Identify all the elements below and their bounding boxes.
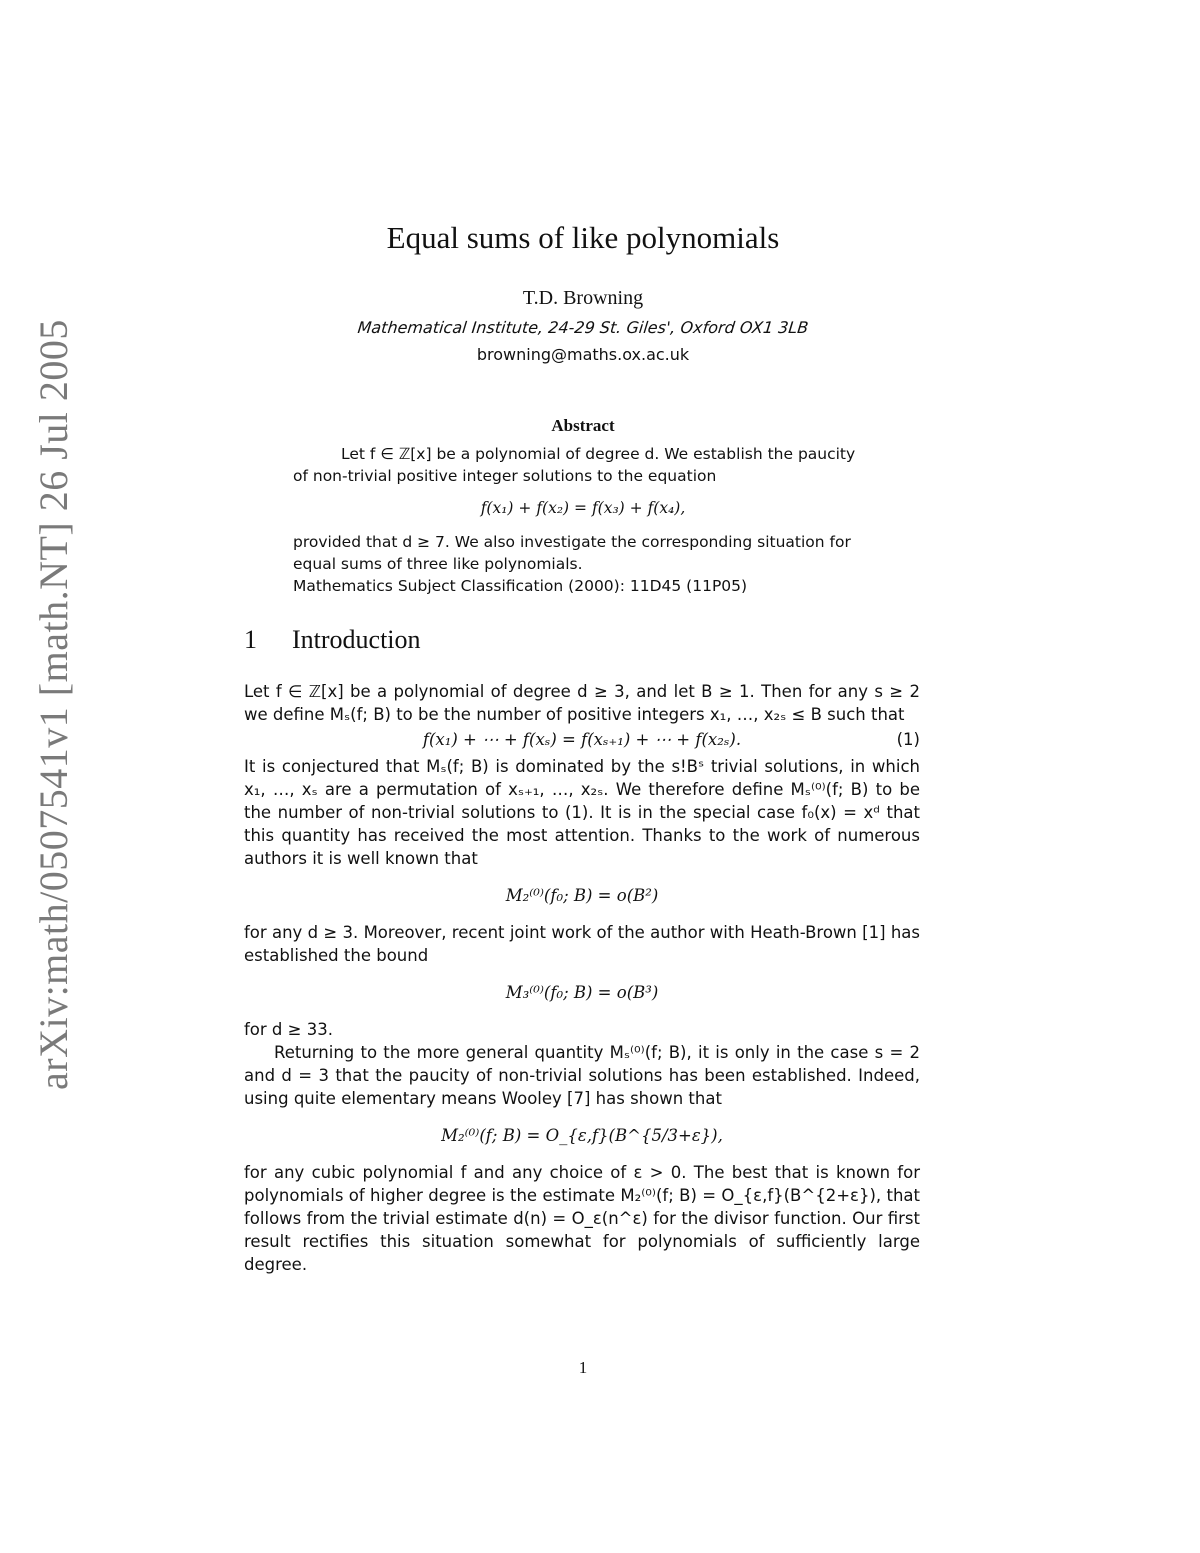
equation-4: M₂⁽⁰⁾(f; B) = O_{ε,f}(B^{5/3+ε}), [441, 1126, 723, 1145]
equation-1 [244, 728, 920, 751]
body-paragraph-4: for d ≥ 33. [244, 1020, 333, 1039]
page-number: 1 [578, 1358, 588, 1377]
arxiv-identifier-stamp: arXiv:math/0507541v1 [math.NT] 26 Jul 2005 [31, 319, 76, 1090]
abstract-paragraph-1: Let f ∈ ℤ[x] be a polynomial of degree d. We establish the paucity of non-trivial positive integer solutions to the equation [293, 445, 856, 485]
section-number: 1 [244, 625, 257, 654]
body-paragraph-5: Returning to the more general quantity Mₛ⁽⁰⁾(f; B), it is only in the case s = 2 and d = 3 that the paucity of non-trivial solutions has been established. Indeed, using quite elementary means Wooley [7] has shown that [244, 1043, 920, 1108]
body-paragraph-3: for any d ≥ 3. Moreover, recent joint work of the author with Heath-Brown [1] has established the bound [244, 923, 920, 965]
author-name: T.D. Browning [522, 287, 644, 309]
body-paragraph-1: Let f ∈ ℤ[x] be a polynomial of degree d ≥ 3, and let B ≥ 1. Then for any s ≥ 2 we define Mₛ(f; B) to be the number of positive integers x₁, …, x₂ₛ ≤ B such that [244, 682, 920, 724]
paper-title: Equal sums of like polynomials [386, 220, 780, 255]
introduction-body [244, 680, 920, 1276]
abstract-body [293, 443, 873, 597]
equation-1-content: f(x₁) + ⋯ + f(xₛ) = f(xₛ₊₁) + ⋯ + f(x₂ₛ). [422, 730, 742, 749]
equation-3: M₃⁽⁰⁾(f₀; B) = o(B³) [505, 983, 659, 1002]
body-paragraph-6: for any cubic polynomial f and any choice of ε > 0. The best that is known for polynomials of higher degree is the estimate M₂⁽⁰⁾(f; B) = O_{ε,f}(B^{2+ε}), that follows from the trivial estimate d(n) = O_ε(n^ε) for the divisor function. Our first result rectifies this situation somewhat for polynomials of sufficiently large degree. [244, 1163, 920, 1274]
body-paragraph-2: It is conjectured that Mₛ(f; B) is dominated by the s!Bˢ trivial solutions, in which x₁, …, xₛ are a permutation of xₛ₊₁, …, x₂ₛ. We therefore define Mₛ⁽⁰⁾(f; B) to be the number of non-trivial solutions to (1). It is in the special case f₀(x) = xᵈ that this quantity has received the most attention. Thanks to the work of numerous authors it is well known that [244, 757, 920, 868]
equation-1-number: (1) [896, 730, 920, 749]
abstract-equation: f(x₁) + f(x₂) = f(x₃) + f(x₄), [480, 499, 686, 517]
section-heading-introduction [244, 625, 421, 655]
msc-classification: Mathematics Subject Classification (2000): 11D45 (11P05) [293, 577, 748, 595]
author-affiliation: Mathematical Institute, 24-29 St. Giles', Oxford OX1 3LB [356, 318, 810, 337]
abstract-heading: Abstract [551, 416, 615, 435]
abstract-paragraph-2: provided that d ≥ 7. We also investigate the corresponding situation for equal sums of three like polynomials. [293, 533, 851, 573]
equation-2: M₂⁽⁰⁾(f₀; B) = o(B²) [505, 886, 659, 905]
author-email: browning@maths.ox.ac.uk [476, 345, 690, 364]
section-title: Introduction [292, 625, 421, 654]
